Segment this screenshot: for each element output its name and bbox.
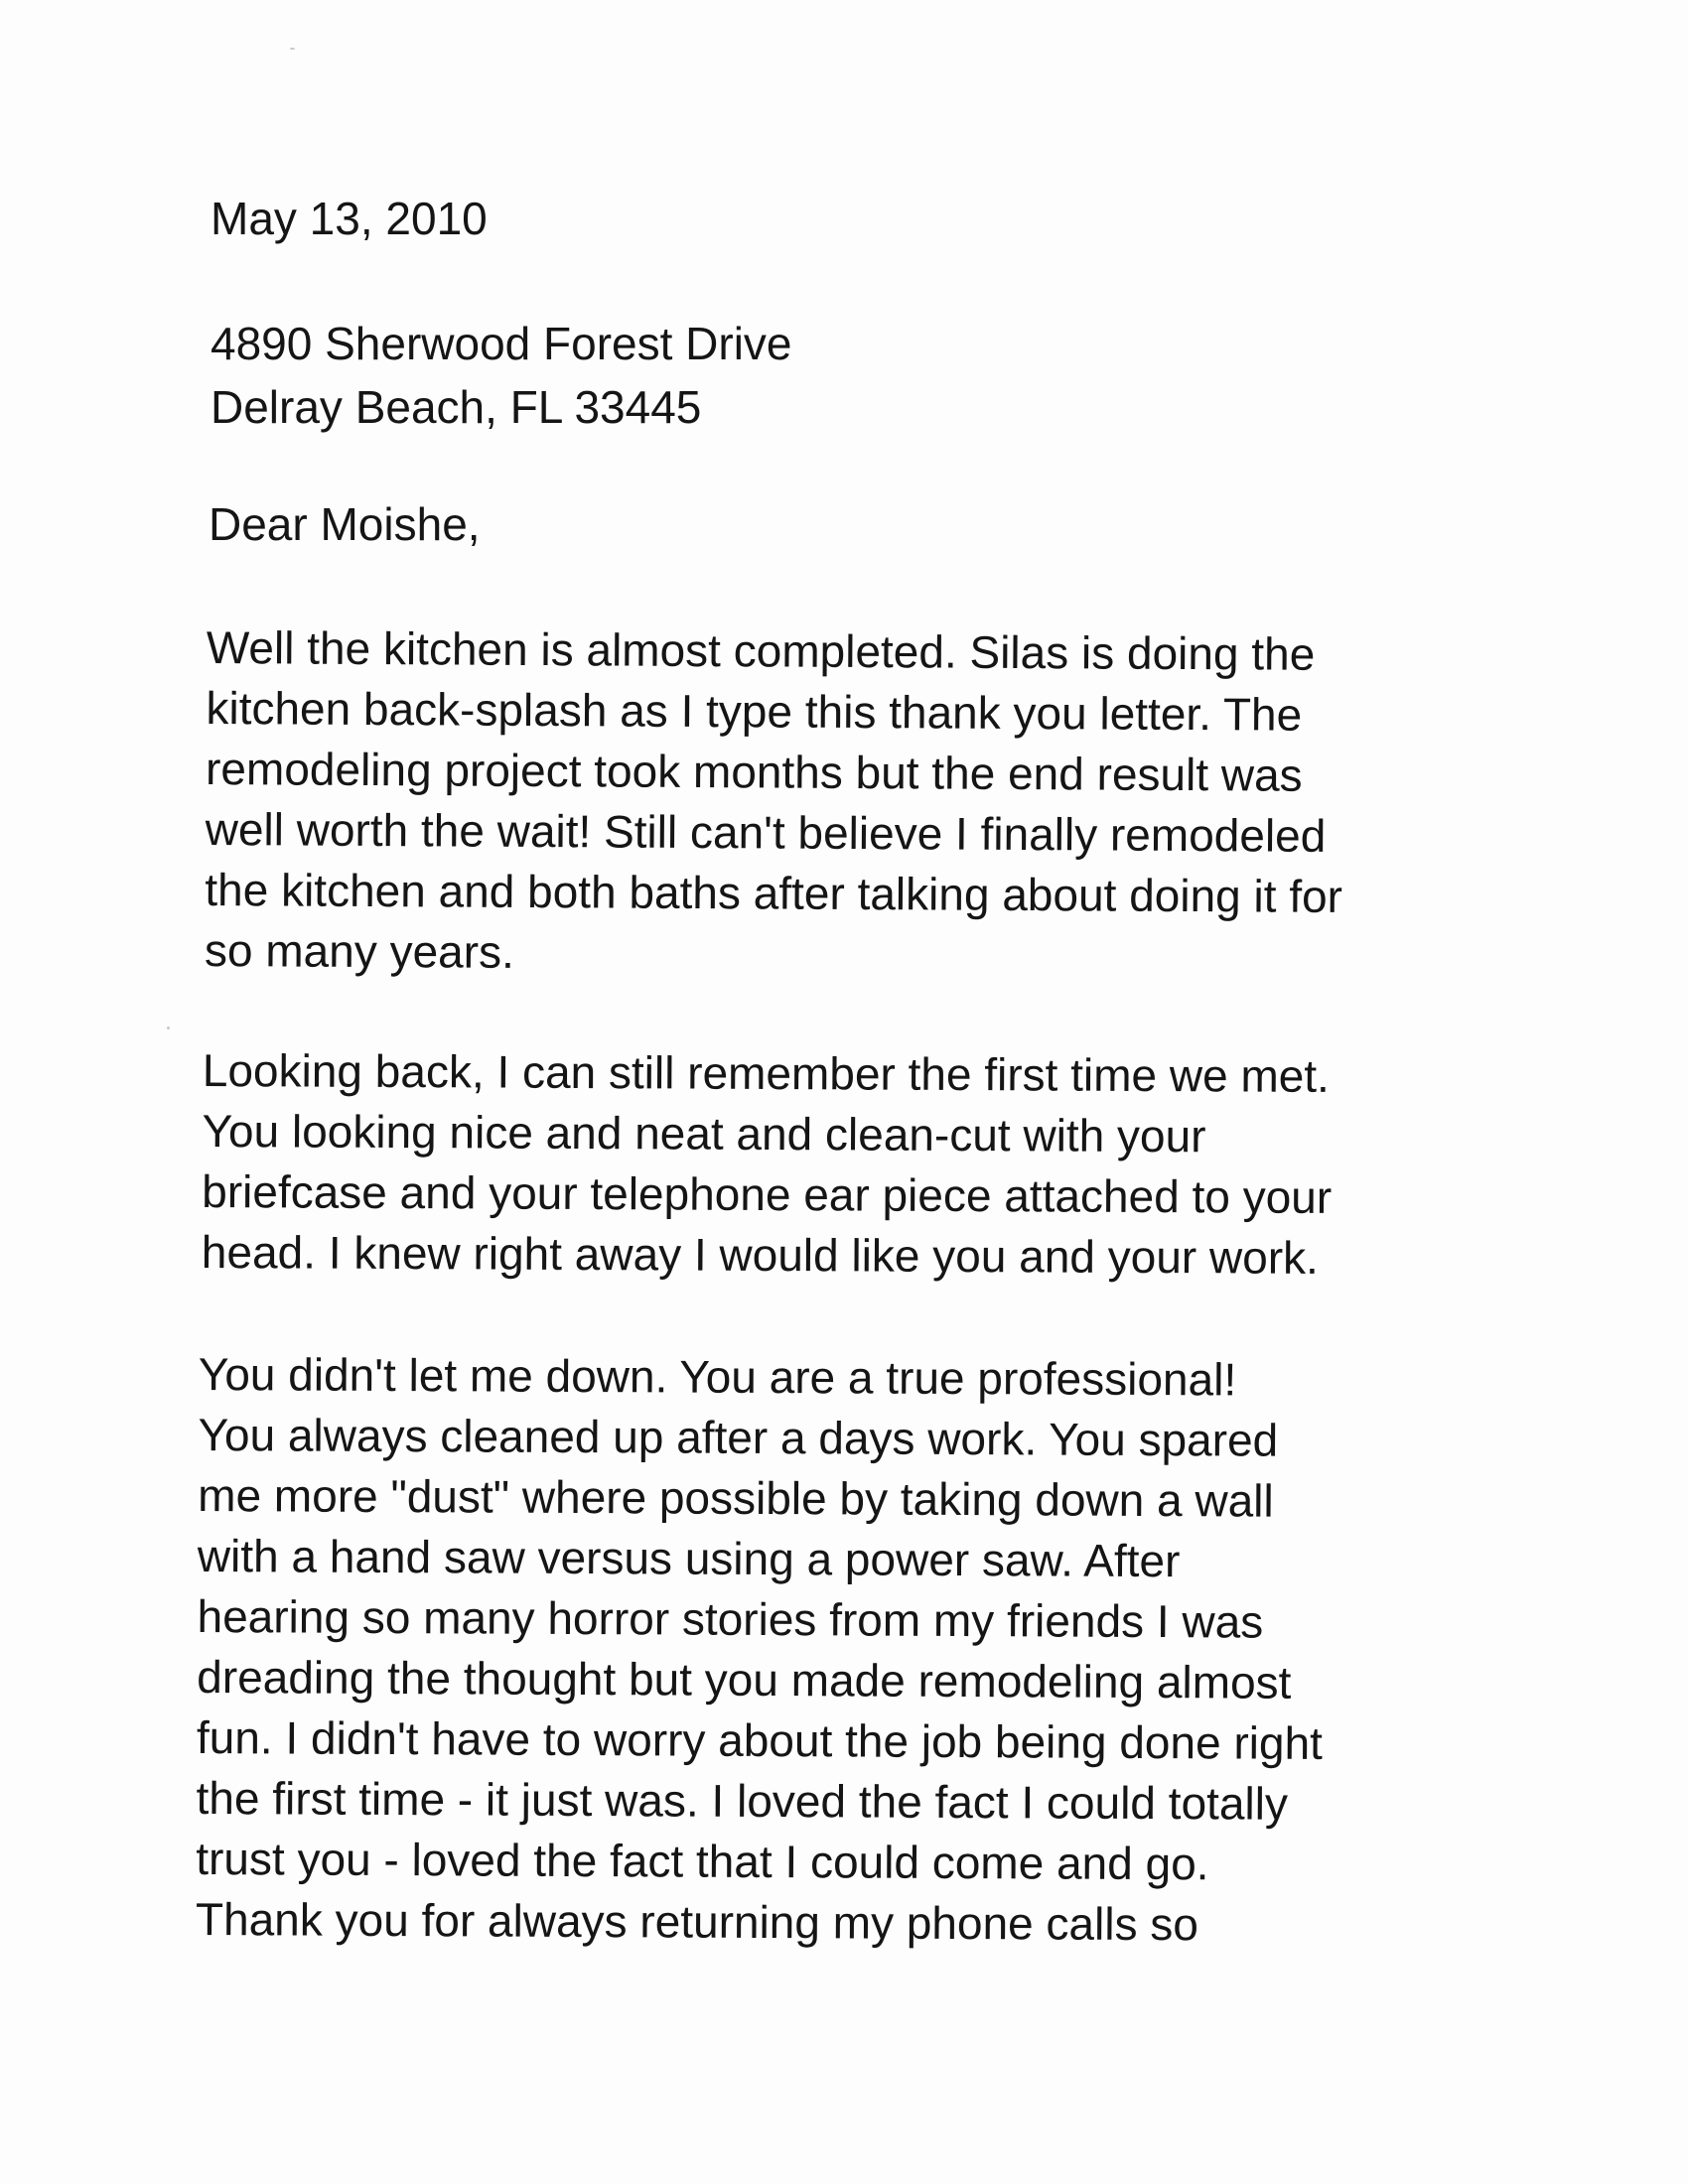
text-line: kitchen back-splash as I type this thank you letter. The [206, 681, 1303, 741]
text-line: trust you - loved the fact that I could come and go. [196, 1832, 1209, 1890]
salutation: Dear Moishe, [209, 498, 481, 550]
paragraph-first-meeting [202, 1040, 1333, 1289]
text-line: well worth the wait! Still can't believe I finally remodeled [205, 802, 1327, 862]
address-line: Delray Beach, FL 33445 [211, 381, 702, 433]
text-line: me more "dust" where possible by taking down a wall [198, 1468, 1274, 1527]
text-line: Well the kitchen is almost completed. Silas is doing the [206, 620, 1316, 680]
text-line: briefcase and your telephone ear piece attached to your [202, 1164, 1333, 1223]
text-line: Looking back, I can still remember the first time we met. [202, 1044, 1331, 1102]
text-line: so many years. [204, 923, 515, 978]
recipient-address [211, 312, 792, 439]
text-line: fun. I didn't have to worry about the job being done right [196, 1710, 1324, 1769]
text-line: You looking nice and neat and clean-cut with your [202, 1104, 1206, 1162]
scan-speck [167, 1026, 170, 1029]
paragraph-true-professional [196, 1344, 1325, 1956]
text-line: You always cleaned up after a days work. You spared [198, 1408, 1279, 1466]
text-line: You didn't let me down. You are a true professional! [198, 1348, 1237, 1406]
text-line: head. I knew right away I would like you and your work. [201, 1225, 1320, 1284]
text-line: the kitchen and both baths after talking about doing it for [205, 863, 1343, 922]
text-line: Thank you for always returning my phone calls so [195, 1892, 1199, 1951]
text-line: dreading the thought but you made remodeling almost [197, 1650, 1292, 1708]
text-line: hearing so many horror stories from my friends I was [197, 1589, 1264, 1648]
letter-date: May 13, 2010 [211, 193, 488, 244]
text-line: remodeling project took months but the end result was [205, 742, 1303, 801]
address-line: 4890 Sherwood Forest Drive [211, 318, 792, 369]
scan-speck [290, 48, 295, 50]
text-line: the first time - it just was. I loved the fact I could totally [196, 1771, 1289, 1830]
paragraph-kitchen-completed [205, 617, 1344, 988]
text-line: with a hand saw versus using a power saw. After [197, 1529, 1181, 1587]
